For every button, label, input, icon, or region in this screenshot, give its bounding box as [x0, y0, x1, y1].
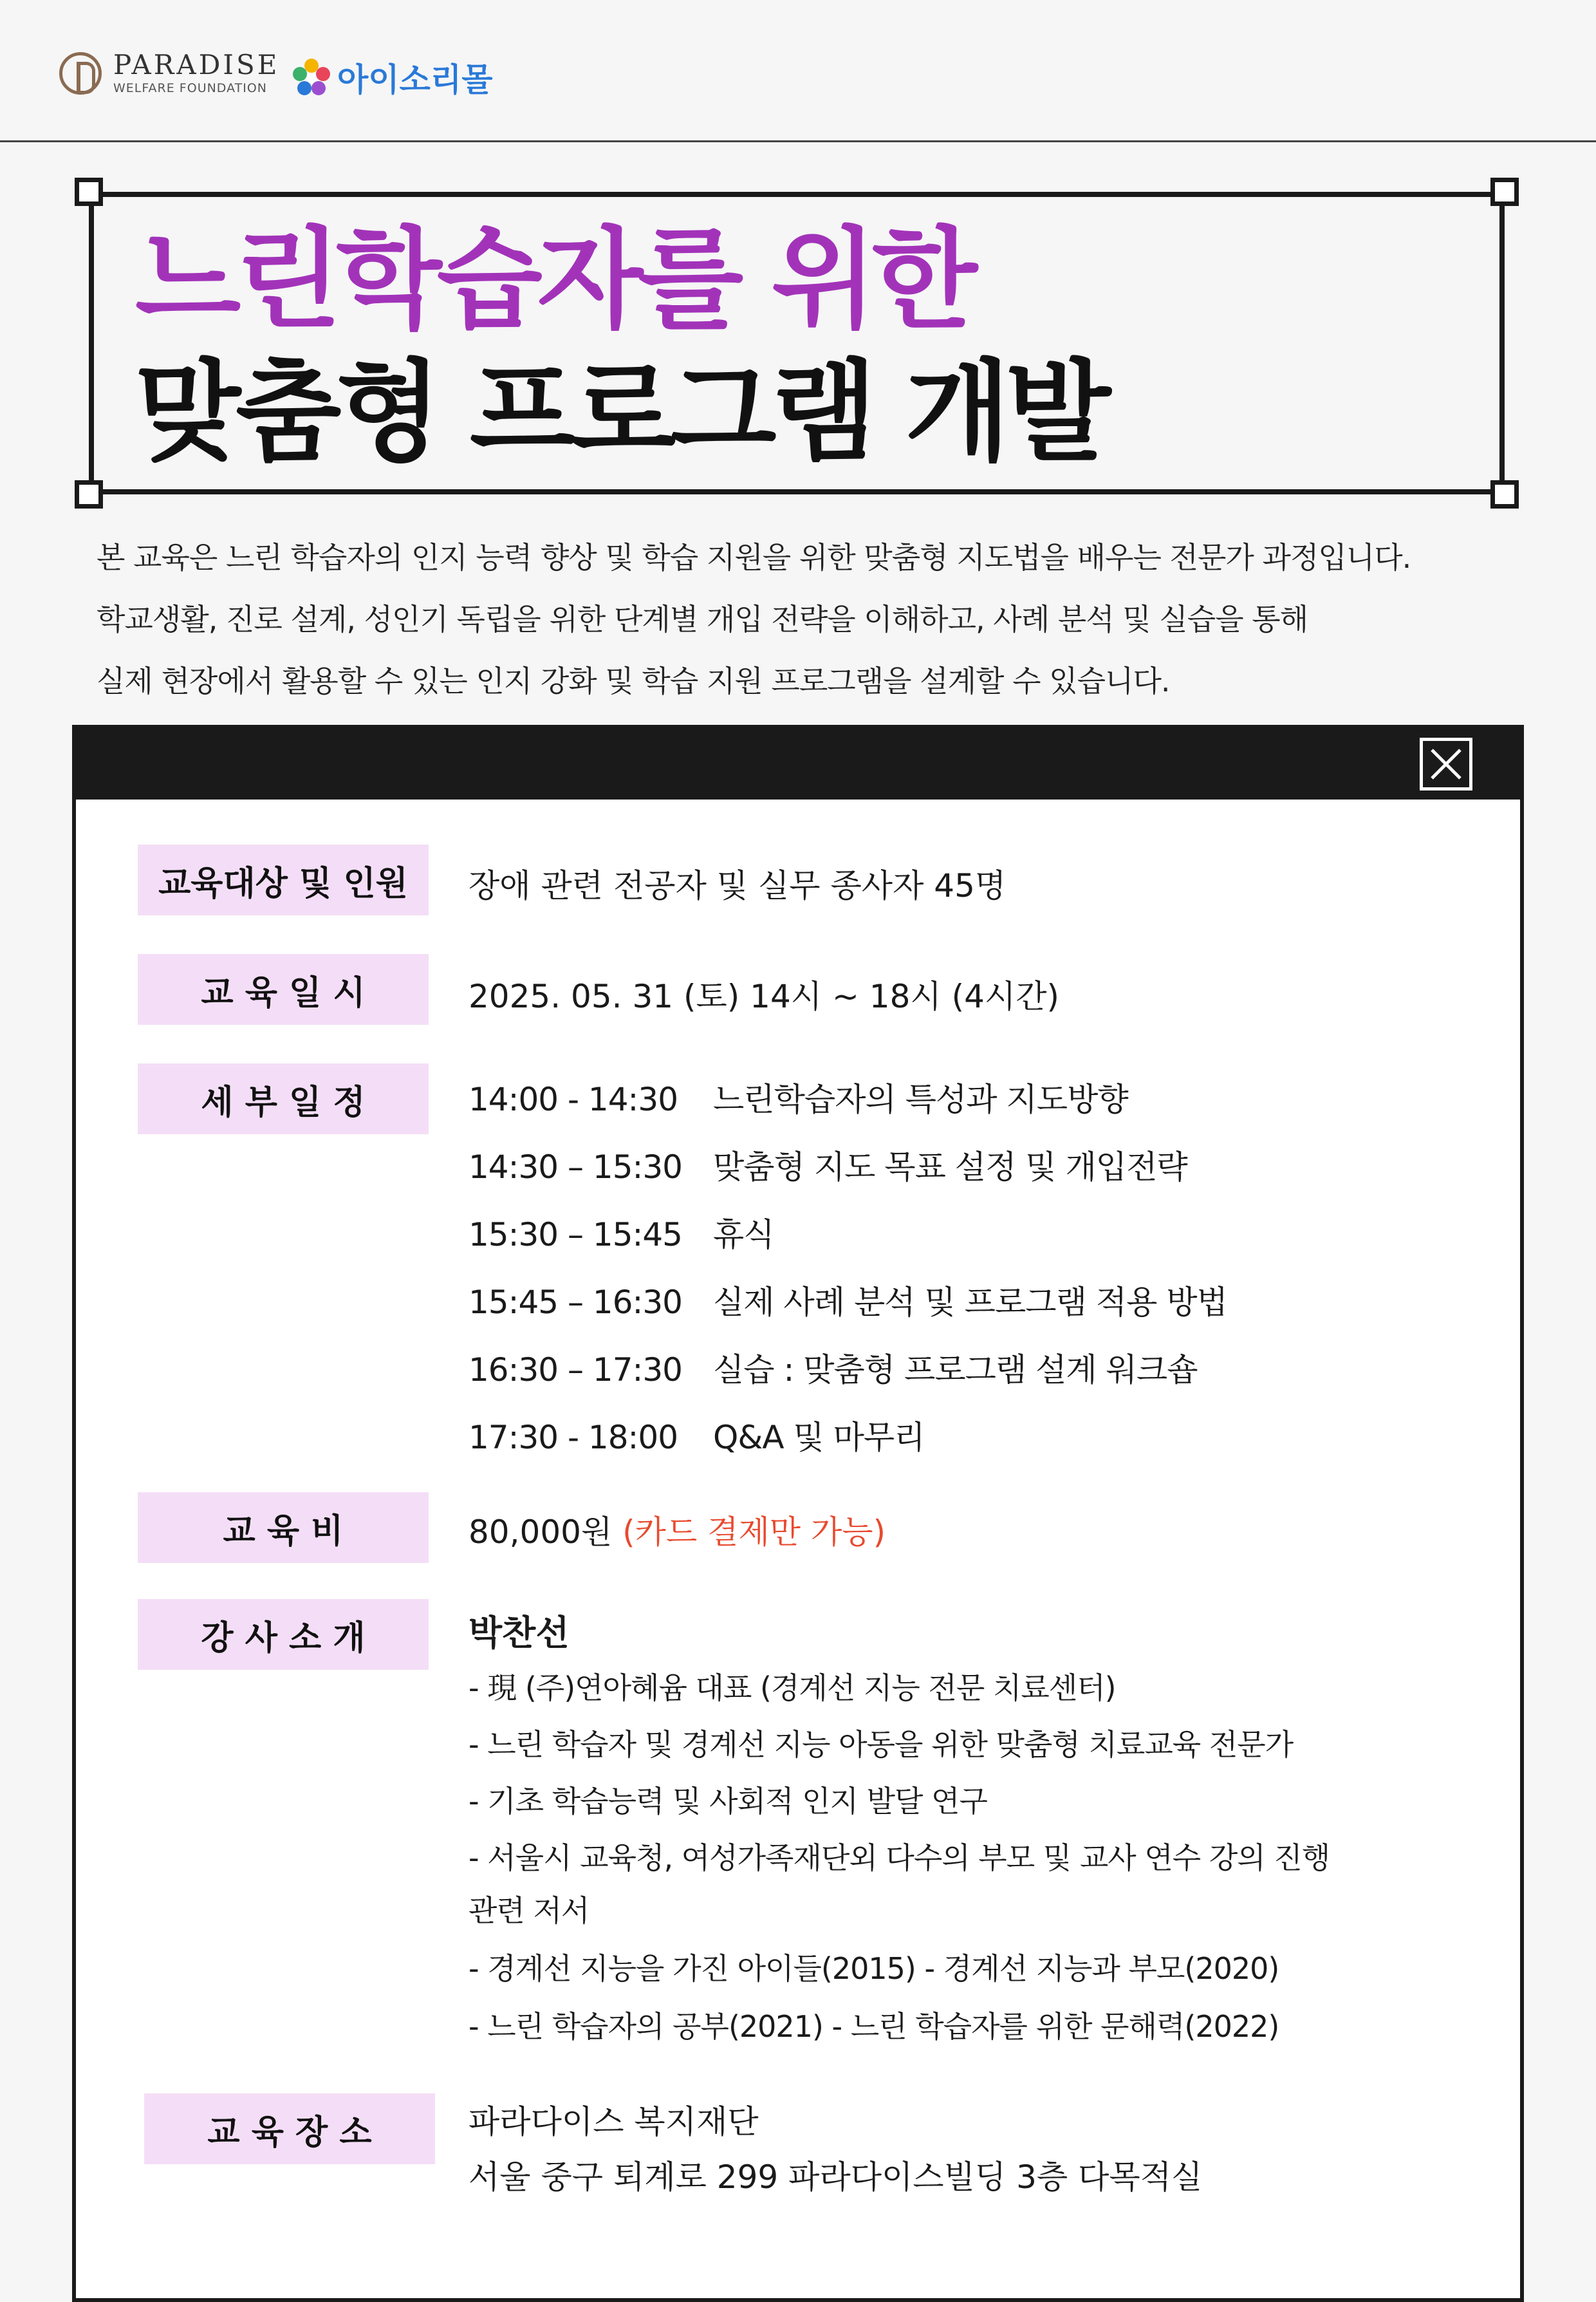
instructor-bio-line: - 느린 학습자의 공부(2021) - 느린 학습자를 위한 문해력(2022)	[469, 2009, 1279, 2044]
intro-text	[97, 527, 1411, 712]
target-value: 장애 관련 전공자 및 실무 종사자 45명	[469, 867, 1007, 904]
instructor-bio-line: - 서울시 교육청, 여성가족재단외 다수의 부모 및 교사 연수 강의 진행	[469, 1840, 1330, 1875]
schedule-time: 16:30 – 17:30	[469, 1351, 682, 1389]
schedule-time: 15:30 – 15:45	[469, 1216, 682, 1253]
schedule-row	[469, 1344, 1198, 1390]
schedule-row	[469, 1412, 925, 1458]
schedule-row	[469, 1074, 1128, 1120]
intro-line: 실제 현장에서 활용할 수 있는 인지 강화 및 학습 지원 프로그램을 설계할 수 있습니다.	[97, 664, 1170, 698]
place-name: 파라다이스 복지재단	[469, 2103, 759, 2140]
schedule-label: 세 부 일 정	[138, 1063, 429, 1134]
intro-line: 본 교육은 느린 학습자의 인지 능력 향상 및 학습 지원을 위한 맞춤형 지도법을 배우는 전문가 과정입니다.	[97, 540, 1411, 575]
schedule-row	[469, 1141, 1187, 1188]
target-label: 교육대상 및 인원	[138, 845, 429, 915]
schedule-desc: 실습 : 맞춤형 프로그램 설계 워크숍	[713, 1351, 1198, 1389]
instructor-name: 박찬선	[469, 1613, 570, 1653]
schedule-desc: 느린학습자의 특성과 지도방향	[713, 1081, 1128, 1118]
info-window	[72, 725, 1524, 2302]
fee-row	[469, 1506, 886, 1553]
place-address: 서울 중구 퇴계로 299 파라다이스빌딩 3층 다목적실	[469, 2158, 1203, 2196]
close-button[interactable]	[1420, 738, 1472, 791]
page-title-line1: 느린학습자를 위한	[135, 216, 972, 344]
isori-logo-name: 아이소리몰	[337, 61, 493, 98]
frame-corner-handle	[1490, 480, 1519, 509]
date-value: 2025. 05. 31 (토) 14시 ~ 18시 (4시간)	[469, 978, 1060, 1015]
instructor-bio-line: - 느린 학습자 및 경계선 지능 아동을 위한 맞춤형 치료교육 전문가	[469, 1727, 1294, 1762]
schedule-desc: Q&A 및 마무리	[713, 1419, 925, 1456]
schedule-desc: 실제 사례 분석 및 프로그램 적용 방법	[713, 1284, 1227, 1321]
instructor-bio-heading: 관련 저서	[469, 1893, 589, 1928]
schedule-row	[469, 1277, 1227, 1323]
schedule-time: 14:00 - 14:30	[469, 1081, 678, 1118]
page-title-line2: 맞춤형 프로그램 개발	[135, 349, 1106, 476]
schedule-time: 14:30 – 15:30	[469, 1148, 682, 1186]
isori-flower-icon	[291, 57, 332, 98]
close-icon	[1423, 741, 1469, 787]
window-title-bar	[76, 729, 1520, 800]
place-label: 교 육 장 소	[144, 2093, 435, 2164]
isori-logo	[291, 54, 493, 100]
instructor-bio-line: - 기초 학습능력 및 사회적 인지 발달 연구	[469, 1784, 987, 1819]
paradise-logo-name: PARADISE	[113, 49, 280, 80]
frame-corner-handle	[75, 480, 103, 509]
date-label: 교 육 일 시	[138, 954, 429, 1025]
paradise-logo	[59, 51, 279, 95]
schedule-time: 17:30 - 18:00	[469, 1419, 678, 1456]
header	[0, 0, 1596, 142]
frame-corner-handle	[1490, 178, 1519, 206]
instructor-bio-line: - 경계선 지능을 가진 아이들(2015) - 경계선 지능과 부모(2020)	[469, 1951, 1279, 1986]
fee-value: 80,000원	[469, 1513, 613, 1551]
frame-corner-handle	[75, 178, 103, 206]
schedule-time: 15:45 – 16:30	[469, 1284, 682, 1321]
paradise-logo-sub: WELFARE FOUNDATION	[113, 81, 268, 95]
intro-line: 학교생활, 진로 설계, 성인기 독립을 위한 단계별 개입 전략을 이해하고, 사례 분석 및 실습을 통해	[97, 602, 1308, 637]
fee-label: 교 육 비	[138, 1492, 429, 1563]
schedule-row	[469, 1209, 774, 1255]
instructor-bio-line: - 現 (주)연아혜윰 대표 (경계선 지능 전문 치료센터)	[469, 1670, 1116, 1705]
schedule-desc: 맞춤형 지도 목표 설정 및 개입전략	[713, 1148, 1187, 1186]
schedule-desc: 휴식	[713, 1216, 774, 1253]
instructor-label: 강 사 소 개	[138, 1599, 429, 1670]
paradise-logo-icon	[59, 52, 102, 95]
fee-note: (카드 결제만 가능)	[622, 1513, 886, 1551]
